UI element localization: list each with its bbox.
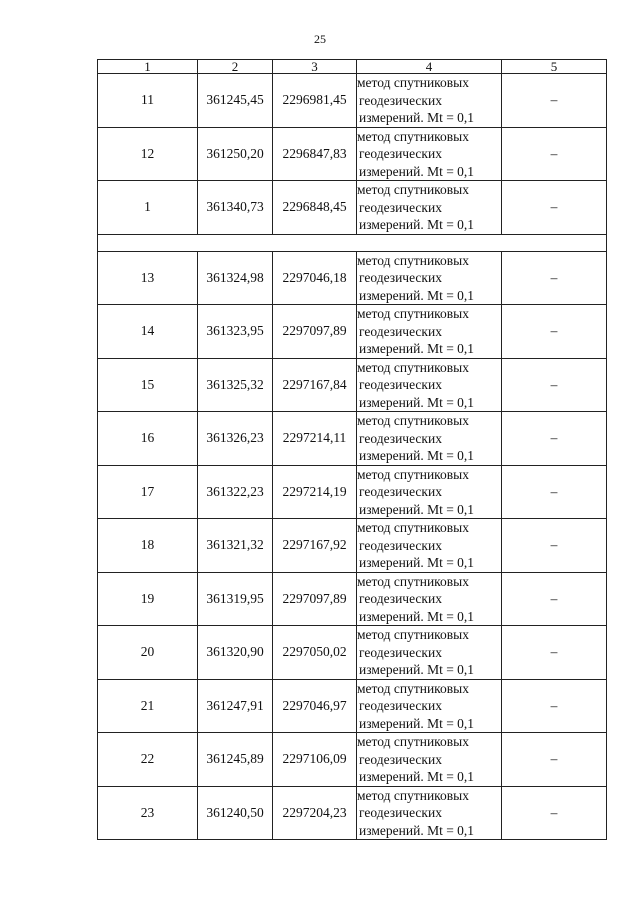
point-number: 15 (98, 358, 198, 412)
method-line-3: измерений. Mt = 0,1 (359, 501, 475, 517)
point-number: 22 (98, 733, 198, 787)
note-dash: – (502, 679, 607, 733)
method-line-3: измерений. Mt = 0,1 (359, 110, 475, 125)
method-line-1: метод спутниковых (357, 787, 469, 803)
method-line-1: метод спутниковых (357, 306, 469, 321)
method-line-1: метод спутниковых (357, 466, 469, 482)
method-line-3: измерений. Mt = 0,1 (359, 662, 475, 677)
point-number: 23 (98, 786, 198, 840)
table-group-1 (98, 74, 607, 235)
method-line-1: метод спутниковых (357, 359, 469, 375)
coordinate-y: 2297050,02 (273, 626, 357, 680)
coordinate-y: 2296981,45 (273, 74, 357, 128)
coordinate-x: 361245,89 (198, 733, 273, 787)
coordinate-x: 361319,95 (198, 572, 273, 626)
header-row (98, 60, 607, 74)
coordinate-y: 2297167,92 (273, 519, 357, 573)
method-line-2: геодезических (359, 146, 442, 161)
method-cell (357, 74, 502, 128)
note-dash: – (502, 358, 607, 412)
table-row (98, 465, 607, 519)
table-row (98, 412, 607, 466)
coordinate-x: 361321,32 (198, 519, 273, 573)
method-line-1: метод спутниковых (357, 520, 469, 535)
coordinate-y: 2297046,18 (273, 251, 357, 305)
method-line-3: измерений. Mt = 0,1 (359, 163, 475, 179)
method-line-3: измерений. Mt = 0,1 (359, 217, 475, 232)
note-dash: – (502, 733, 607, 787)
method-cell (357, 412, 502, 466)
note-dash: – (502, 572, 607, 626)
method-line-3: измерений. Mt = 0,1 (359, 769, 475, 784)
table-row (98, 733, 607, 787)
method-line-3: измерений. Mt = 0,1 (359, 341, 475, 356)
method-line-1: метод спутниковых (357, 252, 469, 268)
note-dash: – (502, 786, 607, 840)
coordinate-y: 2297046,97 (273, 679, 357, 733)
method-cell (357, 358, 502, 412)
coordinate-y: 2297204,23 (273, 786, 357, 840)
point-number: 14 (98, 305, 198, 359)
table-row (98, 572, 607, 626)
column-header-3: 3 (273, 60, 357, 74)
column-header-4: 4 (357, 60, 502, 74)
point-number: 12 (98, 127, 198, 181)
method-cell (357, 251, 502, 305)
point-number: 21 (98, 679, 198, 733)
method-line-2: геодезических (359, 537, 442, 553)
table-row (98, 181, 607, 235)
note-dash: – (502, 181, 607, 235)
point-number: 16 (98, 412, 198, 466)
table-row (98, 679, 607, 733)
point-number: 1 (98, 181, 198, 235)
coordinate-y: 2297167,84 (273, 358, 357, 412)
method-line-1: метод спутниковых (357, 627, 469, 642)
method-cell (357, 181, 502, 235)
method-line-1: метод спутниковых (357, 413, 469, 428)
table-row (98, 519, 607, 573)
table-separator (98, 234, 607, 251)
separator-cell (98, 234, 607, 251)
table-row (98, 358, 607, 412)
method-cell (357, 786, 502, 840)
table-row (98, 251, 607, 305)
note-dash: – (502, 519, 607, 573)
coordinate-x: 361250,20 (198, 127, 273, 181)
table-group-2 (98, 251, 607, 840)
column-header-2: 2 (198, 60, 273, 74)
method-line-3: измерений. Mt = 0,1 (359, 394, 475, 410)
coordinate-x: 361245,45 (198, 74, 273, 128)
method-line-1: метод спутниковых (357, 182, 469, 197)
table-row (98, 786, 607, 840)
table-row (98, 305, 607, 359)
method-line-3: измерений. Mt = 0,1 (359, 715, 475, 731)
coordinate-y: 2297097,89 (273, 305, 357, 359)
method-line-2: геодезических (359, 92, 442, 108)
method-cell (357, 572, 502, 626)
method-line-2: геодезических (359, 430, 442, 446)
method-line-2: геодезических (359, 377, 442, 392)
coordinate-x: 361325,32 (198, 358, 273, 412)
coordinate-y: 2297097,89 (273, 572, 357, 626)
table-row (98, 127, 607, 181)
method-line-2: геодезических (359, 199, 442, 215)
method-line-3: измерений. Mt = 0,1 (359, 287, 475, 303)
method-line-1: метод спутниковых (357, 734, 469, 749)
method-line-3: измерений. Mt = 0,1 (359, 822, 475, 838)
method-line-2: геодезических (359, 323, 442, 339)
method-line-3: измерений. Mt = 0,1 (359, 608, 475, 624)
coordinate-x: 361323,95 (198, 305, 273, 359)
coordinates-table (97, 59, 607, 840)
note-dash: – (502, 74, 607, 128)
method-line-2: геодезических (359, 270, 442, 285)
coordinate-x: 361340,73 (198, 181, 273, 235)
note-dash: – (502, 465, 607, 519)
note-dash: – (502, 127, 607, 181)
method-line-2: геодезических (359, 484, 442, 499)
method-line-2: геодезических (359, 751, 442, 767)
method-line-2: геодезических (359, 591, 442, 606)
coordinate-y: 2296848,45 (273, 181, 357, 235)
note-dash: – (502, 412, 607, 466)
point-number: 20 (98, 626, 198, 680)
table-row (98, 626, 607, 680)
coordinate-x: 361326,23 (198, 412, 273, 466)
method-cell (357, 127, 502, 181)
method-cell (357, 679, 502, 733)
column-header-1: 1 (98, 60, 198, 74)
method-cell (357, 733, 502, 787)
method-cell (357, 305, 502, 359)
method-line-2: геодезических (359, 644, 442, 660)
method-line-1: метод спутниковых (357, 128, 469, 144)
coordinate-x: 361247,91 (198, 679, 273, 733)
note-dash: – (502, 626, 607, 680)
point-number: 17 (98, 465, 198, 519)
method-line-3: измерений. Mt = 0,1 (359, 448, 475, 463)
coordinate-x: 361240,50 (198, 786, 273, 840)
column-header-5: 5 (502, 60, 607, 74)
coordinate-x: 361322,23 (198, 465, 273, 519)
coordinate-y: 2296847,83 (273, 127, 357, 181)
coordinate-y: 2297214,19 (273, 465, 357, 519)
coordinate-y: 2297106,09 (273, 733, 357, 787)
table-row (98, 74, 607, 128)
method-line-3: измерений. Mt = 0,1 (359, 555, 475, 570)
method-cell (357, 519, 502, 573)
coordinate-x: 361320,90 (198, 626, 273, 680)
method-line-1: метод спутниковых (357, 573, 469, 589)
point-number: 13 (98, 251, 198, 305)
coordinate-x: 361324,98 (198, 251, 273, 305)
method-line-1: метод спутниковых (357, 75, 469, 90)
point-number: 18 (98, 519, 198, 573)
coordinate-y: 2297214,11 (273, 412, 357, 466)
note-dash: – (502, 305, 607, 359)
method-line-2: геодезических (359, 698, 442, 713)
page-number: 25 (314, 32, 326, 46)
method-line-1: метод спутниковых (357, 680, 469, 696)
method-cell (357, 465, 502, 519)
point-number: 11 (98, 74, 198, 128)
method-line-2: геодезических (359, 805, 442, 820)
separator-row (98, 234, 607, 251)
method-cell (357, 626, 502, 680)
note-dash: – (502, 251, 607, 305)
point-number: 19 (98, 572, 198, 626)
